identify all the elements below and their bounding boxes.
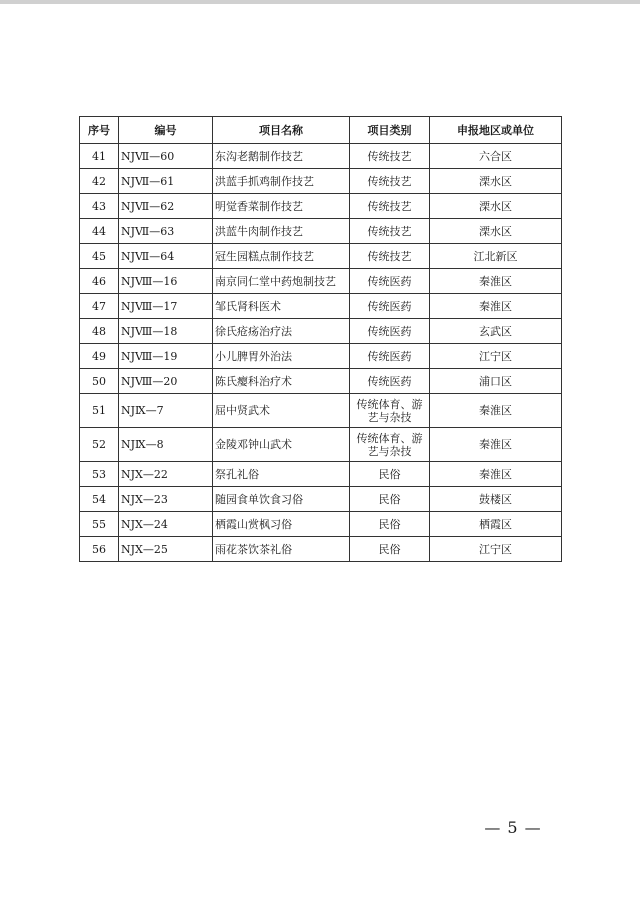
cell-no: 49	[80, 344, 119, 369]
cell-name: 随园食单饮食习俗	[213, 487, 350, 512]
cell-category: 传统体育、游艺与杂技	[350, 428, 430, 462]
header-no: 序号	[80, 117, 119, 144]
cell-no: 44	[80, 219, 119, 244]
cell-region: 秦淮区	[430, 394, 562, 428]
table-row	[80, 319, 562, 344]
table-row	[80, 344, 562, 369]
cell-no: 45	[80, 244, 119, 269]
cell-category: 传统技艺	[350, 169, 430, 194]
cell-code: NJⅨ—8	[119, 428, 213, 462]
cell-name: 洪蓝手抓鸡制作技艺	[213, 169, 350, 194]
table-row	[80, 487, 562, 512]
cell-no: 47	[80, 294, 119, 319]
cell-region: 栖霞区	[430, 512, 562, 537]
cell-code: NJⅦ—64	[119, 244, 213, 269]
cell-name: 陈氏瘿科治疗术	[213, 369, 350, 394]
cell-no: 48	[80, 319, 119, 344]
cell-name: 邹氏肾科医术	[213, 294, 350, 319]
table-row	[80, 462, 562, 487]
table-body	[80, 144, 562, 562]
table-row	[80, 369, 562, 394]
cell-category: 传统技艺	[350, 219, 430, 244]
cell-name: 徐氏疮疡治疗法	[213, 319, 350, 344]
cell-name: 洪蓝牛肉制作技艺	[213, 219, 350, 244]
cell-category: 传统医药	[350, 294, 430, 319]
cell-code: NJⅧ—18	[119, 319, 213, 344]
cell-category: 民俗	[350, 487, 430, 512]
cell-region: 秦淮区	[430, 462, 562, 487]
cell-no: 54	[80, 487, 119, 512]
cell-code: NJⅩ—23	[119, 487, 213, 512]
table-row	[80, 512, 562, 537]
cell-code: NJⅩ—25	[119, 537, 213, 562]
cell-code: NJⅦ—62	[119, 194, 213, 219]
cell-no: 50	[80, 369, 119, 394]
header-code: 编号	[119, 117, 213, 144]
cell-region: 鼓楼区	[430, 487, 562, 512]
cell-name: 屈中贤武术	[213, 394, 350, 428]
cell-code: NJⅦ—60	[119, 144, 213, 169]
cell-category: 民俗	[350, 462, 430, 487]
page-number: — 5 —	[484, 818, 542, 837]
cell-region: 溧水区	[430, 169, 562, 194]
cell-code: NJⅧ—20	[119, 369, 213, 394]
cell-code: NJⅧ—16	[119, 269, 213, 294]
table-row	[80, 169, 562, 194]
cell-code: NJⅦ—63	[119, 219, 213, 244]
cell-no: 42	[80, 169, 119, 194]
cell-category: 传统技艺	[350, 194, 430, 219]
cell-region: 秦淮区	[430, 269, 562, 294]
cell-no: 55	[80, 512, 119, 537]
cell-code: NJⅦ—61	[119, 169, 213, 194]
cell-region: 秦淮区	[430, 294, 562, 319]
cell-name: 雨花茶饮茶礼俗	[213, 537, 350, 562]
cell-code: NJⅨ—7	[119, 394, 213, 428]
heritage-project-table	[79, 116, 562, 562]
cell-region: 江北新区	[430, 244, 562, 269]
cell-name: 冠生园糕点制作技艺	[213, 244, 350, 269]
top-edge-rule	[0, 0, 640, 4]
cell-no: 43	[80, 194, 119, 219]
cell-region: 六合区	[430, 144, 562, 169]
cell-category: 传统技艺	[350, 144, 430, 169]
cell-region: 溧水区	[430, 194, 562, 219]
cell-category: 民俗	[350, 537, 430, 562]
cell-category: 传统医药	[350, 269, 430, 294]
table-row	[80, 244, 562, 269]
cell-region: 玄武区	[430, 319, 562, 344]
cell-region: 溧水区	[430, 219, 562, 244]
table-header-row	[80, 117, 562, 144]
table-row	[80, 144, 562, 169]
cell-no: 52	[80, 428, 119, 462]
cell-region: 江宁区	[430, 344, 562, 369]
table-row	[80, 394, 562, 428]
cell-code: NJⅧ—17	[119, 294, 213, 319]
table-row	[80, 428, 562, 462]
table-row	[80, 194, 562, 219]
cell-no: 46	[80, 269, 119, 294]
cell-name: 小儿脾胃外治法	[213, 344, 350, 369]
cell-no: 53	[80, 462, 119, 487]
cell-name: 栖霞山赏枫习俗	[213, 512, 350, 537]
cell-no: 51	[80, 394, 119, 428]
cell-region: 浦口区	[430, 369, 562, 394]
table-row	[80, 537, 562, 562]
cell-category: 传统医药	[350, 369, 430, 394]
cell-category: 传统体育、游艺与杂技	[350, 394, 430, 428]
cell-category: 传统医药	[350, 344, 430, 369]
table-row	[80, 219, 562, 244]
table-row	[80, 269, 562, 294]
cell-category: 传统技艺	[350, 244, 430, 269]
table-row	[80, 294, 562, 319]
cell-category: 民俗	[350, 512, 430, 537]
cell-category: 传统医药	[350, 319, 430, 344]
cell-name: 祭孔礼俗	[213, 462, 350, 487]
cell-name: 明觉香菜制作技艺	[213, 194, 350, 219]
header-category: 项目类别	[350, 117, 430, 144]
header-name: 项目名称	[213, 117, 350, 144]
cell-region: 秦淮区	[430, 428, 562, 462]
cell-name: 金陵邓钟山武术	[213, 428, 350, 462]
cell-no: 41	[80, 144, 119, 169]
cell-name: 东沟老鹅制作技艺	[213, 144, 350, 169]
header-region: 申报地区或单位	[430, 117, 562, 144]
cell-region: 江宁区	[430, 537, 562, 562]
cell-code: NJⅩ—24	[119, 512, 213, 537]
cell-code: NJⅩ—22	[119, 462, 213, 487]
cell-name: 南京同仁堂中药炮制技艺	[213, 269, 350, 294]
cell-no: 56	[80, 537, 119, 562]
cell-code: NJⅧ—19	[119, 344, 213, 369]
